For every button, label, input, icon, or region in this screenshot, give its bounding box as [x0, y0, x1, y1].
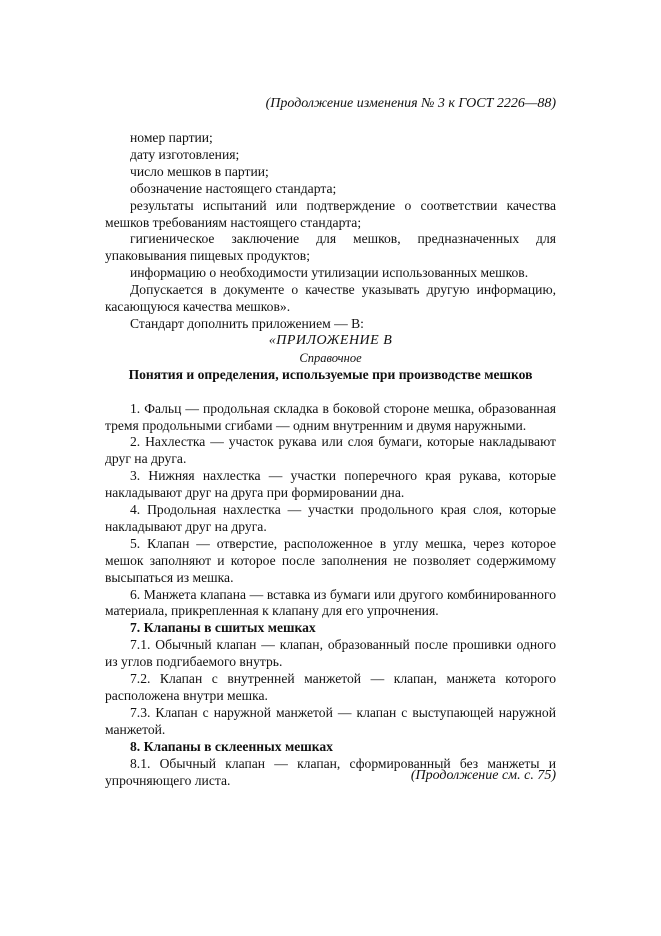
definition-item: 1. Фальц — продольная складка в боковой стороне мешка, образованная тремя продольными сгибами — одним внутренним и двумя наружными.	[105, 400, 556, 433]
definition-item: 7.1. Обычный клапан — клапан, образованный после прошивки одного из углов подгибаемого внутрь.	[105, 637, 556, 670]
appendix-subtitle: Справочное	[299, 350, 362, 365]
definition-item: 2. Нахлестка — участок рукава или слоя бумаги, которые накладывают друг на друга.	[105, 434, 556, 467]
definition-item: 7.2. Клапан с внутренней манжетой — клапан, манжета которого расположена внутри мешка.	[105, 671, 556, 703]
list-item: дату изготовления;	[130, 146, 240, 162]
paragraph-supplement: Стандарт дополнить приложением — В:	[130, 315, 364, 331]
list-item: гигиеническое заключение для мешков, предназначенных для упаковывания пищевых продуктов;	[105, 231, 556, 264]
list-item: обозначение настоящего стандарта;	[130, 180, 337, 196]
definition-item: 5. Клапан — отверстие, расположенное в углу мешка, через которое мешок заполняют и которое после заполнения не позволяет содержимому высыпаться из мешка.	[105, 535, 556, 585]
appendix-title: «ПРИЛОЖЕНИЕ В	[268, 332, 393, 348]
paragraph-allowed: Допускается в документе о качестве указывать другую информацию, касающуюся качества мешков».	[105, 282, 556, 315]
definition-item: 3. Нижняя нахлестка — участки поперечного края рукава, которые накладывают друг на друга при формировании дна.	[105, 468, 556, 501]
continuation-footer: (Продолжение см. с. 75)	[410, 768, 556, 783]
list-item: информацию о необходимости утилизации использованных мешков.	[130, 265, 529, 281]
definition-item: 4. Продольная нахлестка — участки продольного края слоя, которые накладывают друг на друга.	[105, 502, 556, 534]
section-8-heading: 8. Клапаны в склеенных мешках	[130, 738, 333, 754]
list-item: число мешков в партии;	[130, 163, 269, 179]
appendix-heading: Понятия и определения, используемые при производстве мешков	[128, 366, 533, 382]
continuation-header: (Продолжение изменения № 3 к ГОСТ 2226—88)	[265, 96, 556, 111]
list-item: результаты испытаний или подтверждение о соответствии качества мешков требованиям настоящего стандарта;	[105, 197, 556, 230]
definition-item: 8.1. Обычный клапан — клапан, сформированный без манжеты и упрочняющего листа.	[105, 755, 556, 788]
list-item: номер партии;	[130, 130, 213, 145]
document-body	[105, 130, 556, 789]
definition-item: 7.3. Клапан с наружной манжетой — клапан с выступающей наружной манжетой.	[105, 704, 556, 737]
definition-item: 6. Манжета клапана — вставка из бумаги или другого комбинированного материала, прикрепленная к клапану для его упрочнения.	[105, 586, 556, 619]
section-7-heading: 7. Клапаны в сшитых мешках	[130, 620, 316, 636]
